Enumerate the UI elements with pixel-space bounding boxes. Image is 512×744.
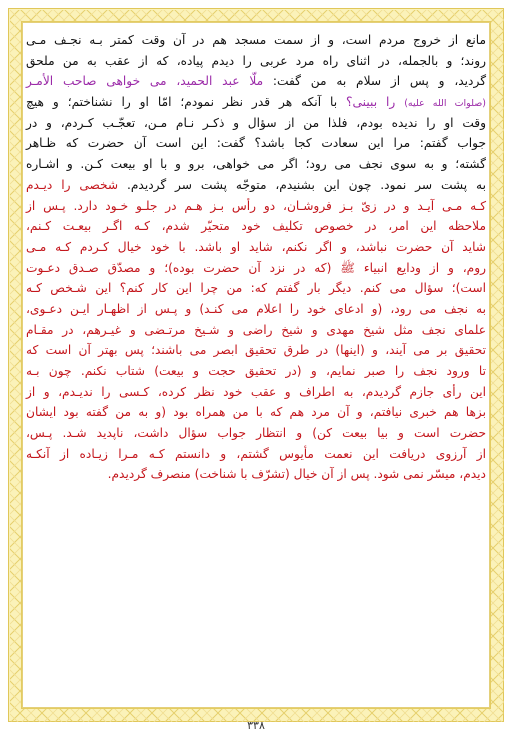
text-line bbox=[26, 402, 486, 423]
text-run: شاید آن حضرت نباشد، و اگر نکنم، شاید او باشد. با خود خیال کـردم کـه مـی bbox=[26, 239, 486, 254]
text-run: بزها هم خبری نیافتم، و آن مرد هم که با من همراه بود (و به من گفته بود ایشان bbox=[26, 405, 486, 420]
text-line bbox=[26, 71, 486, 92]
text-run: این رأی جازم گردیدم، به اطراف و عقب خود نظر کرده، کـسی را ندیـدم، و از bbox=[26, 384, 486, 399]
text-run: مانع از خروج مردم است، و از سمت مسجد هم در آن وقت کمتر بـه نجـف مـی bbox=[26, 33, 486, 47]
text-run: (صلوات الله علیه) bbox=[404, 98, 486, 110]
text-run: روند؛ و بالجمله، در اثنای راه مرد عربی را دیدم پیاده، که از عقب به من ملحق bbox=[26, 53, 486, 68]
text-run: را ببینی؟ bbox=[346, 95, 405, 110]
text-line bbox=[26, 464, 486, 485]
text-line bbox=[26, 258, 486, 279]
text-run: تحقیق بر می آیند، و (اینها) در طرق تحقیق ابصر می باشند؛ پس بهتر آن است که bbox=[26, 343, 486, 358]
text-run: جواب گفتم: مرا این سعادت کجا باشد؟ گفت: این است آن حضرت که ظـاهر bbox=[26, 136, 486, 151]
text-line bbox=[26, 154, 486, 175]
text-run: به نجف می رود، (و ادعای خود را اعلام می کنـد) و پـس از اظهـار ایـن دعـوی، bbox=[26, 301, 486, 316]
text-run: از آرزوی دریافت این نعمت مأیوس گشتم، و دانستم کـه مـرا زیـاده از آنکـه bbox=[26, 446, 486, 461]
text-line bbox=[26, 133, 486, 154]
page-number: ۳۳۸ bbox=[247, 719, 265, 732]
text-run: کـه مـی آیـد و در زیّ بـز فروشـان، دو رأس بـز هـم در جلـو خـود دارد. پـس از bbox=[26, 198, 486, 213]
text-line bbox=[26, 382, 486, 403]
text-line bbox=[26, 423, 486, 444]
text-line bbox=[26, 278, 486, 299]
text-line bbox=[26, 92, 486, 113]
text-run: است)؛ سؤال می کنم. دیگر بار گفتم که: من چرا این کار کنم؟ این شـخص کـه bbox=[26, 281, 486, 296]
text-line bbox=[26, 30, 486, 51]
text-line bbox=[26, 216, 486, 237]
text-line bbox=[26, 361, 486, 382]
text-line bbox=[26, 299, 486, 320]
text-run: ملاحظه این امر، در خصوص تکلیف خود متحیّر شدم، کـه اگـر بیعـت کـنم، bbox=[26, 219, 486, 234]
text-line bbox=[26, 444, 486, 465]
text-run: علمای نجف مثل شیخ مهدی و شیخ راضی و شـیخ مرتـضی و غیـرهم، در مقـام bbox=[26, 322, 486, 337]
text-run: دیدم، میسّر نمی شود. پس از آن خیال (تشرّف با شناخت) منصرف گردیدم. bbox=[107, 467, 486, 482]
text-run: به پشت سر نمود. چون این بشنیدم، متوجّه پشت سر گردیدم. bbox=[118, 177, 486, 192]
text-line bbox=[26, 113, 486, 134]
text-line bbox=[26, 320, 486, 341]
text-run: حضرت است و بیا بیعت کن) و انتظار جواب سؤال داشت، ناپدید شـد. پـس، bbox=[26, 426, 486, 441]
text-line bbox=[26, 51, 486, 72]
text-line bbox=[26, 196, 486, 217]
text-line bbox=[26, 175, 486, 196]
text-run: روم، و از ودایع انبیاء ﷺ (که در نزد آن حضرت بوده)؛ و مصدّق صـدق دعـوت bbox=[26, 260, 486, 275]
text-run: گردید، و پس از سلام به من گفت: bbox=[263, 74, 487, 89]
text-line bbox=[26, 340, 486, 361]
text-line bbox=[26, 237, 486, 258]
text-run: ملّا عبد الحمید، می خواهی صاحب الأمـر bbox=[26, 74, 264, 89]
text-run: وقت او را ندیده بودم، فلذا من از سؤال و ذکـر نـام مـن، تعجّـب کـردم، و در bbox=[26, 115, 486, 130]
text-run: شخصی را دیـدم bbox=[26, 177, 119, 192]
text-run: تا ورود نجف را صبر نمایم، و (در تحقیق حجت و بیعت) شتاب نکنم. چون بـه bbox=[26, 364, 486, 378]
text-run: با آنکه هر قدر نظر نمودم؛ امّا او را نشناختم؛ و هیچ bbox=[26, 95, 347, 110]
body-text bbox=[26, 30, 486, 485]
text-run: گشته؛ و به سوی نجف می رود؛ اگر می خواهی، برو و با او بیعت کـن. و اشـاره bbox=[26, 157, 486, 172]
